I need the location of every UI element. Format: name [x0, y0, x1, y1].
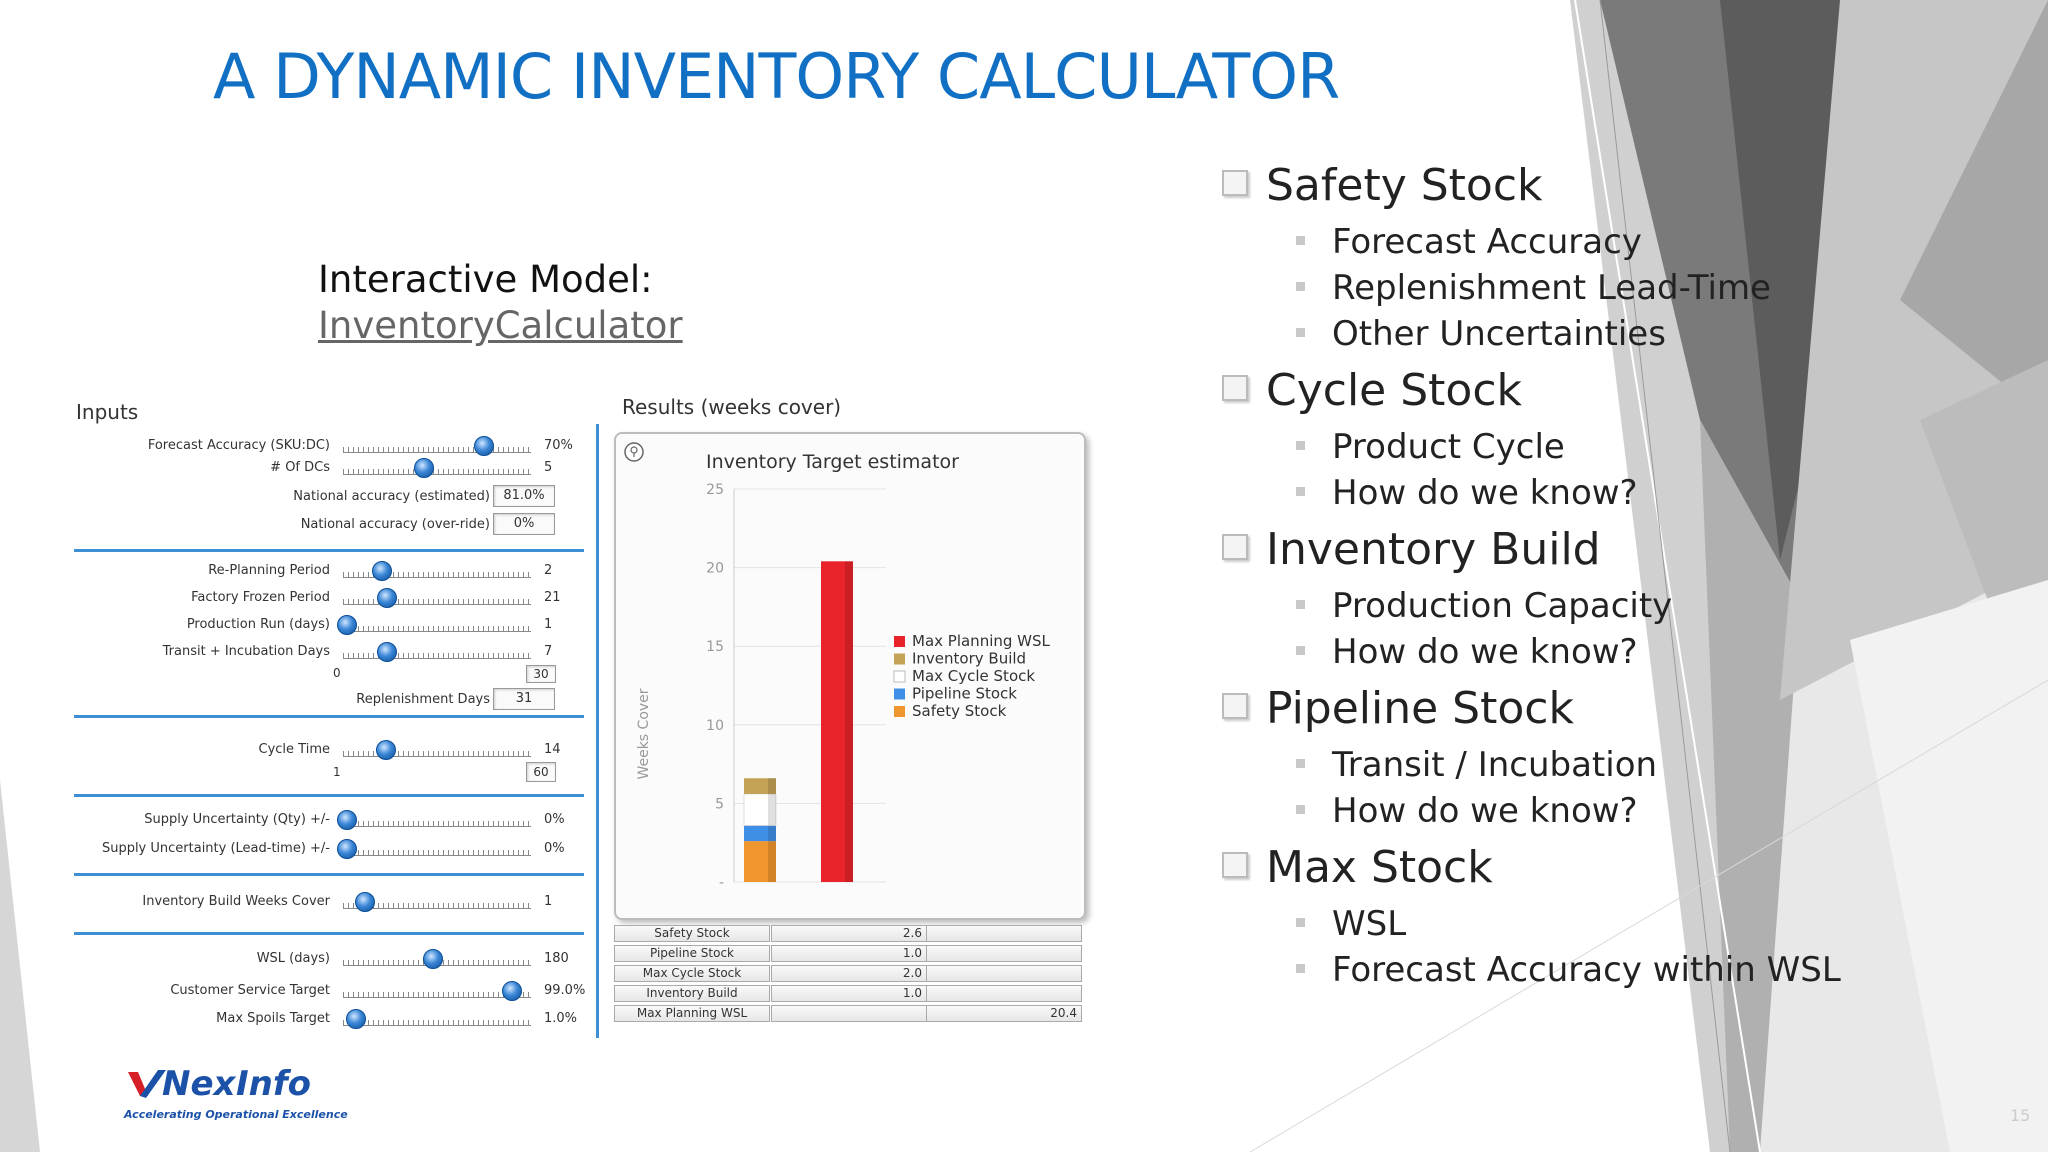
- results-row-max: [926, 945, 1082, 962]
- forecast_accuracy-slider-track[interactable]: [343, 442, 531, 453]
- checkbox-icon: [1222, 693, 1248, 719]
- results-row-label: Pipeline Stock: [614, 945, 770, 962]
- model-link[interactable]: InventoryCalculator: [318, 304, 683, 347]
- bar-shade: [845, 561, 853, 882]
- factory_frozen-slider-track[interactable]: [343, 594, 531, 605]
- bar-shade: [768, 778, 776, 794]
- results-title: Results (weeks cover): [622, 395, 842, 419]
- subitem-text: WSL: [1332, 904, 1407, 944]
- cycle_time-value: 14: [544, 742, 561, 757]
- wsl_days-label: WSL (days): [256, 951, 330, 966]
- supply_unc_qty-value: 0%: [544, 812, 565, 827]
- section-divider: [74, 549, 584, 552]
- transit_incubation-slider-track[interactable]: [343, 648, 531, 659]
- cycle_time-slider-track[interactable]: [343, 746, 531, 757]
- replanning_period-label: Re-Planning Period: [208, 563, 330, 578]
- factory_frozen-value: 21: [544, 590, 561, 605]
- transit_incubation-label: Transit + Incubation Days: [162, 644, 330, 659]
- results-row-max: [926, 985, 1082, 1002]
- legend-swatch: [894, 654, 905, 665]
- topic-title: Inventory Build: [1266, 524, 1601, 575]
- max_spoils-value: 1.0%: [544, 1011, 578, 1026]
- results-row-value: 2.0: [771, 965, 927, 982]
- y-tick-label: 5: [715, 796, 724, 813]
- y-tick-label: -: [718, 875, 724, 891]
- chart-frame: [614, 432, 1086, 920]
- num_dcs-label: # Of DCs: [270, 460, 330, 475]
- y-tick-label: 15: [706, 639, 724, 656]
- national_accuracy_override-label: National accuracy (over-ride): [300, 517, 490, 532]
- replanning_period-value: 2: [544, 563, 553, 578]
- supply_unc_qty-slider-track[interactable]: [343, 816, 531, 827]
- inv_build_weeks-slider-handle[interactable]: [355, 892, 375, 912]
- results-row-value: 1.0: [771, 985, 927, 1002]
- transit-max-field[interactable]: 30: [526, 665, 556, 683]
- bullet-icon: [1296, 236, 1305, 245]
- svg-text:Info: Info: [236, 1064, 312, 1104]
- wsl_days-value: 180: [544, 951, 569, 966]
- topic-title: Max Stock: [1266, 842, 1493, 893]
- subitem-text: How do we know?: [1332, 632, 1638, 672]
- results-row-value: [771, 1005, 927, 1022]
- inv_build_weeks-value: 1: [544, 894, 553, 909]
- legend-label: Inventory Build: [912, 649, 1027, 668]
- bar-shade: [768, 825, 776, 841]
- national_accuracy_est-label: National accuracy (estimated): [293, 489, 490, 504]
- production_run-label: Production Run (days): [186, 617, 330, 632]
- bullet-icon: [1296, 328, 1305, 337]
- model-label: Interactive Model:: [318, 258, 653, 301]
- supply_unc_lead-value: 0%: [544, 841, 565, 856]
- replanning_period-slider-track[interactable]: [343, 567, 531, 578]
- legend-label: Safety Stock: [912, 702, 1007, 720]
- settings-icon[interactable]: [625, 443, 643, 461]
- customer_service-value: 99.0%: [544, 983, 586, 998]
- max_spoils-label: Max Spoils Target: [216, 1011, 330, 1026]
- subitem-text: Forecast Accuracy: [1332, 222, 1642, 262]
- bullet-icon: [1296, 964, 1305, 973]
- bullet-icon: [1296, 918, 1305, 927]
- supply_unc_lead-slider-track[interactable]: [343, 845, 531, 856]
- max_spoils-slider-track[interactable]: [343, 1015, 531, 1026]
- y-tick-label: 25: [706, 482, 724, 498]
- subitem-text: How do we know?: [1332, 791, 1638, 831]
- legend-swatch: [894, 689, 905, 700]
- topic-title: Cycle Stock: [1266, 365, 1523, 416]
- legend-swatch: [894, 706, 905, 717]
- legend-swatch: [894, 636, 905, 647]
- transit_incubation-value: 7: [544, 644, 553, 659]
- bullet-icon: [1296, 646, 1305, 655]
- subitem-text: Forecast Accuracy within WSL: [1332, 950, 1841, 990]
- inputs-title: Inputs: [76, 400, 139, 424]
- results-row-label: Safety Stock: [614, 925, 770, 942]
- section-divider: [74, 873, 584, 876]
- subitem-text: Product Cycle: [1332, 427, 1565, 467]
- subitem-text: Replenishment Lead-Time: [1332, 268, 1771, 308]
- production_run-slider-handle[interactable]: [337, 615, 357, 635]
- checkbox-icon: [1222, 534, 1248, 560]
- results-row-max: [926, 925, 1082, 942]
- inventory-chart: [616, 434, 1084, 918]
- cycle_time-slider-handle[interactable]: [376, 740, 396, 760]
- topic-title: Safety Stock: [1266, 160, 1543, 211]
- replenishment_days-label: Replenishment Days: [356, 692, 490, 707]
- panel-divider: [596, 424, 599, 1038]
- forecast_accuracy-value: 70%: [544, 438, 573, 453]
- y-tick-label: 10: [706, 717, 724, 734]
- max_spoils-slider-handle[interactable]: [346, 1009, 366, 1029]
- supply_unc_lead-label: Supply Uncertainty (Lead-time) +/-: [101, 841, 330, 856]
- national_accuracy_override-field[interactable]: 0%: [493, 513, 555, 535]
- production_run-slider-track[interactable]: [343, 621, 531, 632]
- section-divider: [74, 794, 584, 797]
- customer_service-label: Customer Service Target: [170, 983, 330, 998]
- chart-title: Inventory Target estimator: [706, 451, 959, 473]
- nexinfo-logo: Nex Info Accelerating Operational Excellence: [124, 1064, 348, 1121]
- subitem-text: How do we know?: [1332, 473, 1638, 513]
- legend-swatch: [894, 671, 905, 682]
- bullet-icon: [1296, 487, 1305, 496]
- chart-y-axis-label: Weeks Cover: [636, 688, 652, 780]
- checkbox-icon: [1222, 170, 1248, 196]
- svg-text:Nex: Nex: [162, 1064, 236, 1104]
- supply_unc_lead-slider-handle[interactable]: [337, 839, 357, 859]
- bullet-icon: [1296, 805, 1305, 814]
- supply_unc_qty-label: Supply Uncertainty (Qty) +/-: [144, 812, 330, 827]
- results-row-max: 20.4: [926, 1005, 1082, 1022]
- bullet-icon: [1296, 282, 1305, 291]
- production_run-value: 1: [544, 617, 553, 632]
- results-row-label: Max Planning WSL: [614, 1005, 770, 1022]
- section-divider: [74, 715, 584, 718]
- bullet-icon: [1296, 759, 1305, 768]
- bullet-icon: [1296, 441, 1305, 450]
- slide-title: A DYNAMIC INVENTORY CALCULATOR: [213, 40, 1340, 113]
- cycle-max-field[interactable]: 60: [526, 762, 556, 782]
- supply_unc_qty-slider-handle[interactable]: [337, 810, 357, 830]
- subitem-text: Transit / Incubation: [1332, 745, 1658, 785]
- subitem-text: Other Uncertainties: [1332, 314, 1666, 354]
- bullet-icon: [1296, 600, 1305, 609]
- legend-label: Max Cycle Stock: [912, 667, 1036, 685]
- num_dcs-slider-track[interactable]: [343, 464, 531, 475]
- bar-shade: [768, 841, 776, 882]
- replenishment_days-field[interactable]: 31: [493, 688, 555, 710]
- subitem-text: Production Capacity: [1332, 586, 1673, 626]
- results-row-value: 2.6: [771, 925, 927, 942]
- results-row-max: [926, 965, 1082, 982]
- topic-title: Pipeline Stock: [1266, 683, 1574, 734]
- bar-shade: [768, 794, 776, 825]
- national_accuracy_est-field[interactable]: 81.0%: [493, 485, 555, 507]
- results-row-label: Inventory Build: [614, 985, 770, 1002]
- cycle-min-value: 1: [333, 765, 341, 779]
- page-number: 15: [2010, 1106, 2031, 1125]
- factory_frozen-label: Factory Frozen Period: [191, 590, 330, 605]
- legend-label: Pipeline Stock: [912, 684, 1017, 703]
- results-row-label: Max Cycle Stock: [614, 965, 770, 982]
- checkbox-icon: [1222, 375, 1248, 401]
- legend-label: Max Planning WSL: [912, 632, 1050, 650]
- inv_build_weeks-label: Inventory Build Weeks Cover: [142, 894, 330, 909]
- forecast_accuracy-label: Forecast Accuracy (SKU:DC): [147, 438, 330, 453]
- cycle_time-label: Cycle Time: [258, 742, 330, 757]
- results-row-value: 1.0: [771, 945, 927, 962]
- y-tick-label: 20: [706, 560, 724, 577]
- section-divider: [74, 932, 584, 935]
- checkbox-icon: [1222, 852, 1248, 878]
- transit-min-value: 0: [333, 666, 341, 680]
- num_dcs-value: 5: [544, 460, 553, 475]
